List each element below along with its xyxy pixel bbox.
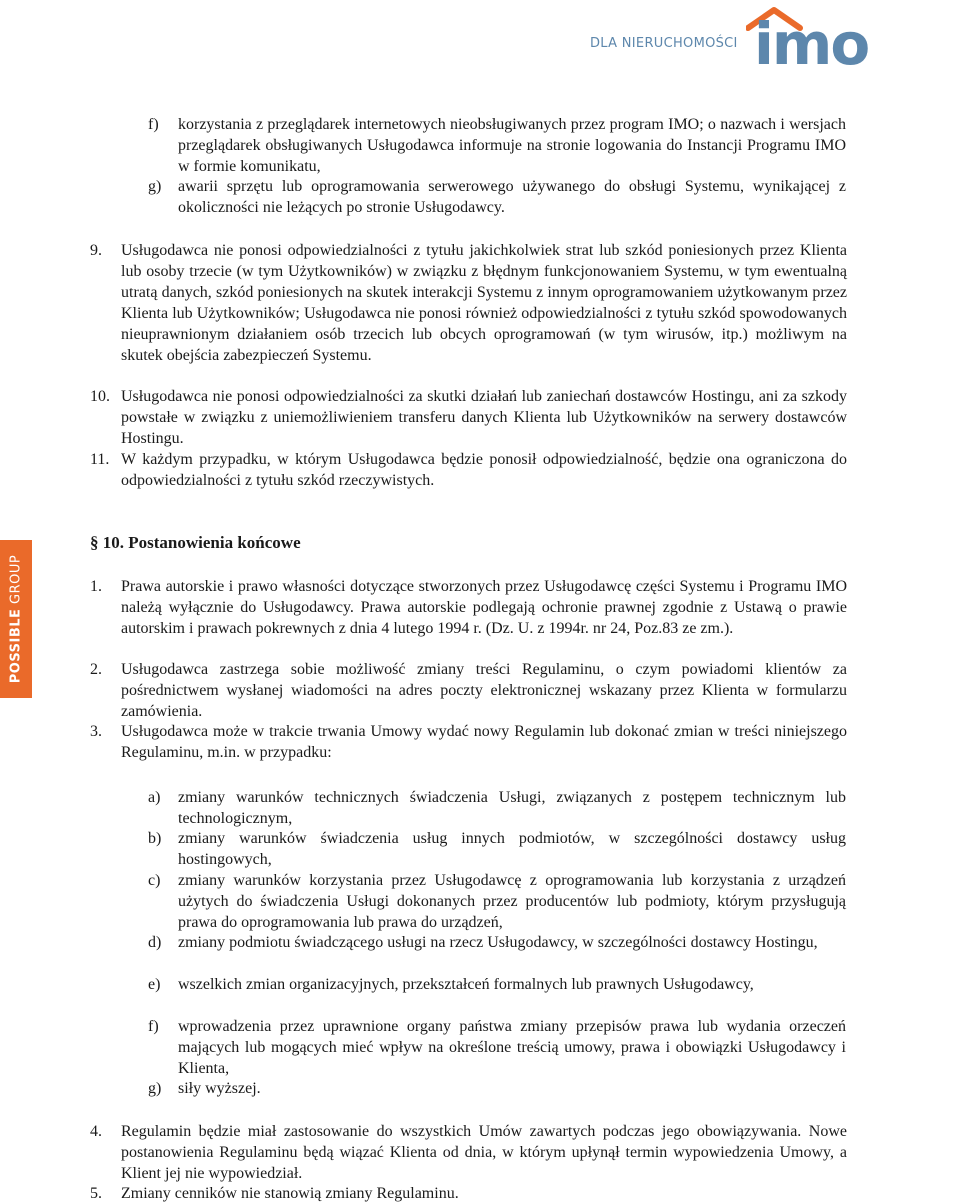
side-tab-label: POSSIBLE GROUP [8,554,24,684]
logo-wordmark: imo [754,10,869,68]
possible-group-tab [0,540,32,698]
imo-logo [746,6,886,68]
logo-tagline: DLA NIERUCHOMOŚCI [590,36,738,51]
section-heading: § 10. Postanowienia końcowe [90,533,301,552]
